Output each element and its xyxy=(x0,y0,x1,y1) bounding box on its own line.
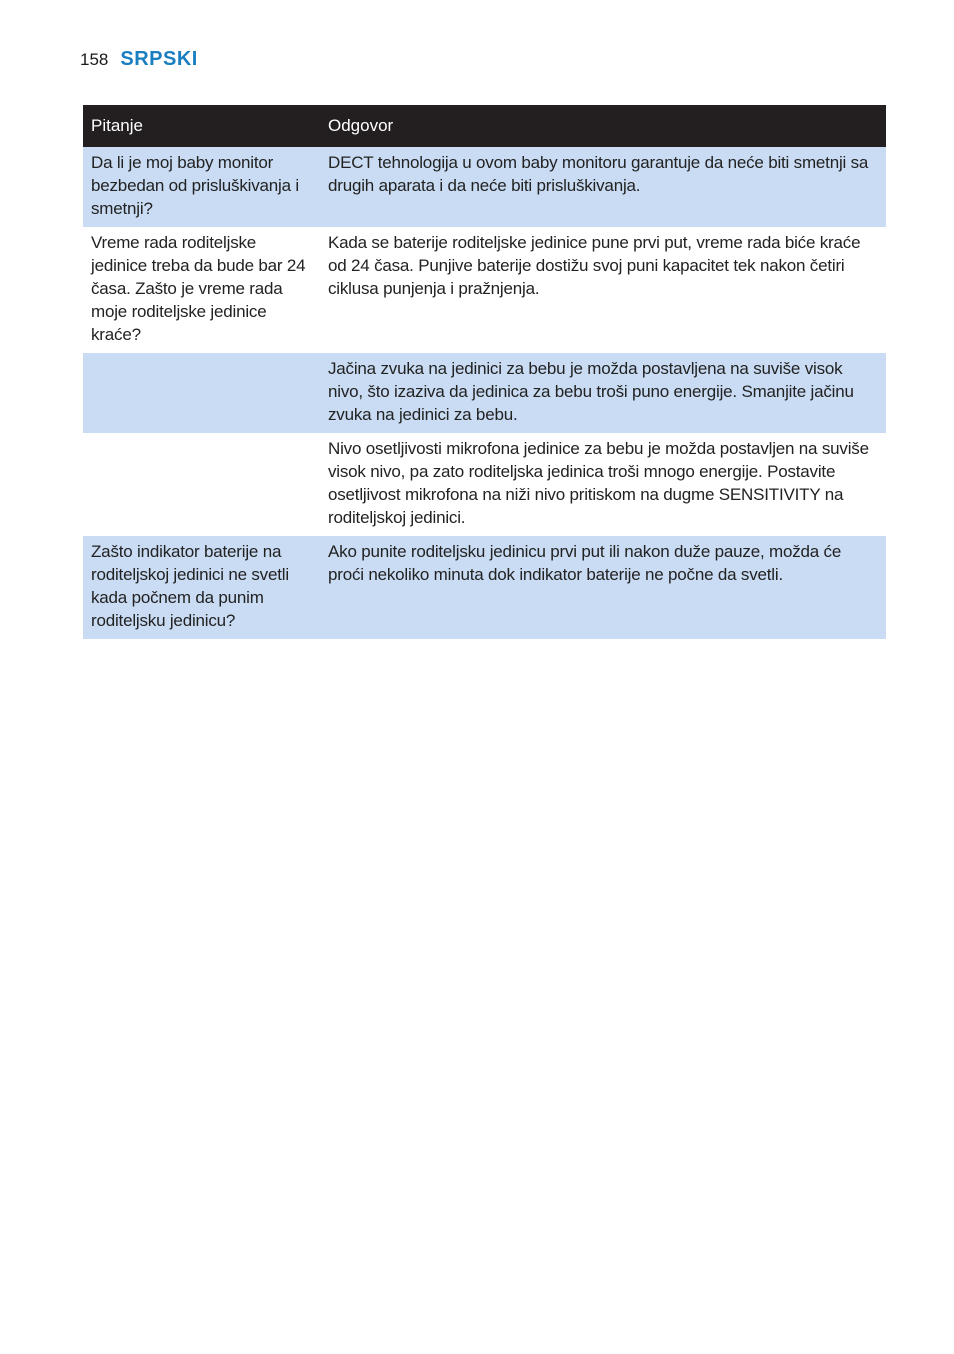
answer-cell: Nivo osetljivosti mikrofona jedinice za bebu je možda postavljen na suviše visok nivo, pa zato roditeljska jedinica troši mnogo energije. Postavite osetljivost mikrofona na niži nivo pritiskom na dugme SENSITIVITY na roditeljskoj jedinici. xyxy=(328,439,869,527)
table-header-row xyxy=(83,105,886,147)
table-row xyxy=(83,433,886,536)
table-row xyxy=(83,147,886,227)
table-row xyxy=(83,536,886,639)
answer-column-header: Odgovor xyxy=(320,105,886,147)
section-title: SRPSKI xyxy=(120,48,198,70)
table-row xyxy=(83,353,886,433)
faq-table xyxy=(83,105,886,639)
page-header xyxy=(80,48,198,74)
question-cell: Da li je moj baby monitor bezbedan od prisluškivanja i smetnji? xyxy=(91,153,299,218)
answer-cell: Jačina zvuka na jedinici za bebu je možda postavljena na suviše visok nivo, što izaziva da jedinica za bebu troši puno energije. Smanjite jačinu zvuka na jedinici za bebu. xyxy=(328,359,854,424)
answer-cell: Kada se baterije roditeljske jedinice pune prvi put, vreme rada biće kraće od 24 časa. Punjive baterije dostižu svoj puni kapacitet tek nakon četiri ciklusa punjenja i pražnjenja. xyxy=(328,233,861,298)
table-row xyxy=(83,227,886,353)
question-cell xyxy=(83,353,320,433)
question-column-header: Pitanje xyxy=(83,105,320,147)
question-cell: Zašto indikator baterije na roditeljskoj jedinici ne svetli kada počnem da punim roditeljsku jedinicu? xyxy=(91,542,289,630)
answer-cell: DECT tehnologija u ovom baby monitoru garantuje da neće biti smetnji sa drugih aparata i da neće biti prisluškivanja. xyxy=(328,153,869,195)
question-cell: Vreme rada roditeljske jedinice treba da bude bar 24 časa. Zašto je vreme rada moje roditeljske jedinice kraće? xyxy=(91,233,306,344)
answer-cell: Ako punite roditeljsku jedinicu prvi put ili nakon duže pauze, možda će proći nekoliko minuta dok indikator baterije ne počne da svetli. xyxy=(328,542,842,584)
page-number: 158 xyxy=(80,50,109,69)
question-cell xyxy=(83,433,320,536)
